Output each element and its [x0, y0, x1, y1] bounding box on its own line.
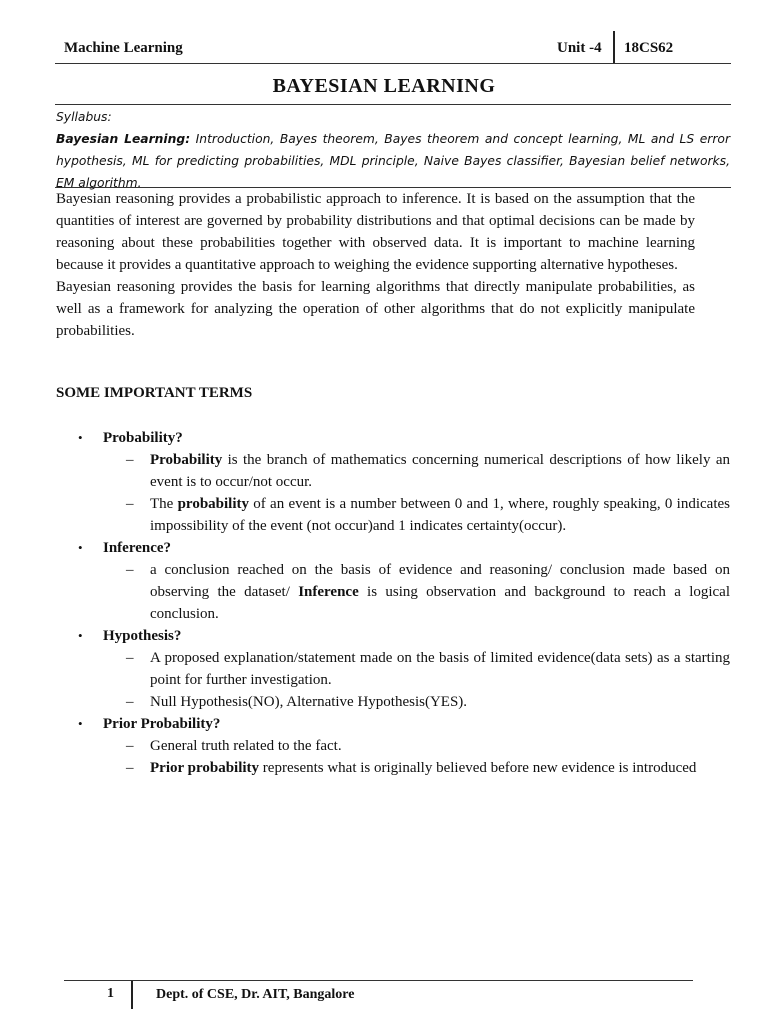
bullet-icon: •	[78, 540, 83, 555]
term-name: Hypothesis?	[103, 628, 182, 644]
detail-text: General truth related to the fact.	[150, 738, 342, 754]
term-name: Probability?	[103, 430, 183, 446]
term-detail	[78, 647, 730, 691]
term-detail	[78, 735, 730, 757]
dash-icon: –	[126, 738, 134, 754]
footer-rule	[64, 980, 693, 981]
intro-paragraph-2: Bayesian reasoning provides the basis for learning algorithms that directly manipulate probabilities, as well as a framework for analyzing the operation of other algorithms that do not explicitly manipulate probabilities.	[56, 279, 695, 339]
header-divider	[613, 31, 615, 64]
term-item	[78, 713, 730, 735]
detail-text: of an event is a number between 0 and 1, where, roughly speaking, 0 indicates impossibility of the event (not occur)and 1 indicates certainty(occur).	[150, 496, 730, 534]
detail-keyword: Probability	[150, 452, 223, 468]
detail-text: is the branch of mathematics concerning numerical descriptions of how likely an event is to occur/not occur.	[150, 452, 730, 490]
dash-icon: –	[126, 694, 134, 710]
dash-icon: –	[126, 562, 134, 578]
footer-department: Dept. of CSE, Dr. AIT, Bangalore	[156, 987, 355, 1002]
term-detail	[78, 691, 730, 713]
detail-text: Null Hypothesis(NO), Alternative Hypothesis(YES).	[150, 694, 468, 710]
term-detail	[78, 559, 730, 625]
detail-keyword: Inference	[298, 584, 359, 600]
detail-text: is using observation and background to reach a logical conclusion.	[150, 584, 731, 622]
term-detail	[78, 757, 730, 779]
header-rule	[55, 63, 731, 64]
detail-keyword: Prior probability	[150, 760, 260, 776]
bullet-icon: •	[78, 430, 83, 445]
detail-keyword: probability	[177, 496, 250, 512]
term-detail	[78, 493, 730, 537]
dash-icon: –	[126, 496, 134, 512]
detail-text: represents what is originally believed before new evidence is introduced	[259, 760, 697, 776]
section-heading: SOME IMPORTANT TERMS	[56, 385, 253, 401]
term-name: Prior Probability?	[103, 716, 221, 732]
syllabus-text: Introduction, Bayes theorem, Bayes theorem and concept learning, ML and LS error hypothesis, ML for predicting probabilities, MDL principle, Naive Bayes classifier, Bayesian belief networks, EM algorithm.	[56, 132, 730, 190]
terms-list	[78, 427, 730, 779]
syllabus-block	[56, 106, 730, 194]
term-item	[78, 537, 730, 559]
dash-icon: –	[126, 760, 134, 776]
footer-divider	[131, 981, 133, 1009]
header-unit: Unit -4	[557, 40, 602, 56]
detail-text: The	[150, 496, 178, 512]
term-detail	[78, 449, 730, 493]
bullet-icon: •	[78, 628, 83, 643]
dash-icon: –	[126, 452, 134, 468]
detail-text: A proposed explanation/statement made on the basis of limited evidence(data sets) as a starting point for further investigation.	[150, 650, 730, 688]
header-subject: Machine Learning	[64, 40, 183, 56]
bullet-icon: •	[78, 716, 83, 731]
syllabus-content	[56, 128, 730, 194]
page-title: BAYESIAN LEARNING	[272, 75, 496, 97]
syllabus-heading: Syllabus:	[56, 110, 112, 124]
syllabus-label: Bayesian Learning:	[56, 132, 191, 146]
detail-text: a conclusion reached on the basis of evidence and reasoning/ conclusion made based on observing the dataset/	[150, 562, 730, 600]
intro-section	[56, 188, 695, 342]
term-item	[78, 427, 730, 449]
syllabus-top-rule	[55, 104, 731, 105]
page-number: 1	[107, 986, 114, 1001]
header-course-code: 18CS62	[624, 40, 674, 56]
term-item	[78, 625, 730, 647]
intro-paragraph-1: Bayesian reasoning provides a probabilistic approach to inference. It is based on the assumption that the quantities of interest are governed by probability distributions and that optimal decisions can be made by reasoning about these probabilities together with observed data. It is important to machine learning because it provides a quantitative approach to weighing the evidence supporting alternative hypotheses.	[56, 191, 695, 273]
term-name: Inference?	[103, 540, 172, 556]
dash-icon: –	[126, 650, 134, 666]
